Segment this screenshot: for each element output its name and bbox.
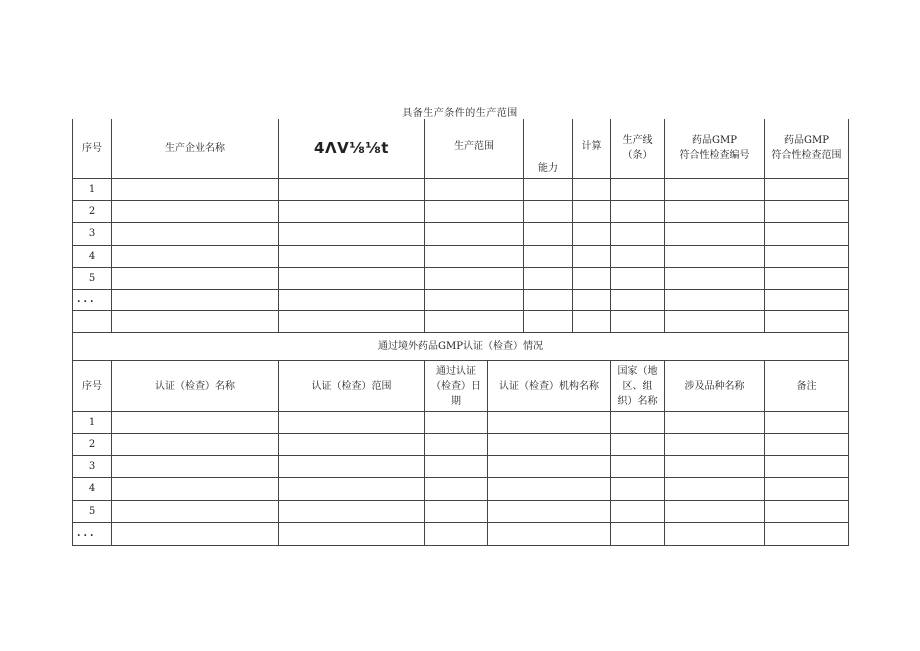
cell-company[interactable] <box>112 223 279 245</box>
row-number: 5 <box>73 267 112 289</box>
row-number: 2 <box>73 201 112 223</box>
cell-gmp-scope[interactable] <box>765 178 849 200</box>
table-row-blank <box>73 311 849 333</box>
cell-gmp-number[interactable] <box>665 289 765 310</box>
header2-country-2: 区、组 <box>622 380 653 392</box>
cell-company[interactable] <box>112 178 279 200</box>
cell-cert-date[interactable] <box>425 478 488 500</box>
cell-country[interactable] <box>611 500 665 522</box>
section2-title-row <box>73 333 849 361</box>
table-row <box>73 411 849 433</box>
section1-header-row <box>73 119 849 178</box>
cell-varieties[interactable] <box>665 478 765 500</box>
cell-calc[interactable] <box>573 267 611 289</box>
cell-scope[interactable] <box>425 267 524 289</box>
cell-capacity[interactable] <box>524 201 573 223</box>
cell-capacity[interactable] <box>524 289 573 310</box>
cell[interactable] <box>73 311 112 333</box>
cell-gmp-number[interactable] <box>665 201 765 223</box>
cell-cert-name[interactable] <box>112 522 279 545</box>
cell-cert-date[interactable] <box>425 411 488 433</box>
cell-country[interactable] <box>611 456 665 478</box>
cell-remarks[interactable] <box>765 456 849 478</box>
cell-country[interactable] <box>611 522 665 545</box>
cell-scope[interactable] <box>425 289 524 310</box>
cell-calc[interactable] <box>573 289 611 310</box>
cell-gmp-scope[interactable] <box>765 289 849 310</box>
cell[interactable] <box>279 289 425 310</box>
table-row <box>73 456 849 478</box>
row-number: 1 <box>73 178 112 200</box>
cell-line[interactable] <box>611 311 665 333</box>
section2-header-row <box>73 361 849 411</box>
header-company-name: 生产企业名称 <box>112 119 279 178</box>
header-seq: 序号 <box>73 119 112 178</box>
cell-varieties[interactable] <box>665 500 765 522</box>
cell-gmp-scope[interactable] <box>765 311 849 333</box>
header-production-line <box>611 119 665 178</box>
header-production-scope-label: 生产范围 <box>454 141 494 152</box>
header-gmp-scope <box>765 119 849 178</box>
cell-cert-name[interactable] <box>112 500 279 522</box>
cell[interactable] <box>279 245 425 267</box>
cell-cert-date[interactable] <box>425 522 488 545</box>
cell-scope[interactable] <box>425 311 524 333</box>
header2-country <box>611 361 665 411</box>
cell-company[interactable] <box>112 201 279 223</box>
header2-cert-date-1: 通过认证 <box>436 365 476 377</box>
gmp-form-table <box>72 119 849 546</box>
cell-gmp-number[interactable] <box>665 223 765 245</box>
cell-capacity[interactable] <box>524 311 573 333</box>
cell-varieties[interactable] <box>665 411 765 433</box>
cell-cert-date[interactable] <box>425 500 488 522</box>
cell-scope[interactable] <box>425 201 524 223</box>
cell-cert-org[interactable] <box>488 500 611 522</box>
row-number: 4 <box>73 478 112 500</box>
cell-remarks[interactable] <box>765 500 849 522</box>
cell-gmp-scope[interactable] <box>765 267 849 289</box>
header2-cert-date-3: 期 <box>451 395 461 407</box>
cell-scope[interactable] <box>425 223 524 245</box>
cell-scope[interactable] <box>425 245 524 267</box>
cell-calc[interactable] <box>573 311 611 333</box>
cell-remarks[interactable] <box>765 411 849 433</box>
cell-cert-name[interactable] <box>112 456 279 478</box>
header-capacity: 能力 <box>524 119 573 178</box>
header-gmp-number-2: 符合性检查编号 <box>679 150 750 162</box>
cell-line[interactable] <box>611 223 665 245</box>
cell-gmp-scope[interactable] <box>765 223 849 245</box>
cell[interactable] <box>279 267 425 289</box>
header2-cert-date <box>425 361 488 411</box>
header-garbled-text: 4ΛV⅛⅛t <box>279 119 425 178</box>
cell-line[interactable] <box>611 267 665 289</box>
header-production-line-1: 生产线 <box>622 135 653 147</box>
row-number: 2 <box>73 433 112 455</box>
header-gmp-number <box>665 119 765 178</box>
table-row <box>73 433 849 455</box>
cell-cert-scope[interactable] <box>279 433 425 455</box>
cell-cert-scope[interactable] <box>279 478 425 500</box>
section1-title: 具备生产条件的生产范围 <box>402 108 518 119</box>
header-production-scope <box>425 119 524 178</box>
cell-remarks[interactable] <box>765 478 849 500</box>
header2-seq: 序号 <box>73 361 112 411</box>
cell-gmp-number[interactable] <box>665 267 765 289</box>
cell-cert-name[interactable] <box>112 411 279 433</box>
table-row <box>73 245 849 267</box>
cell-remarks[interactable] <box>765 522 849 545</box>
cell-cert-name[interactable] <box>112 433 279 455</box>
header-gmp-scope-2: 符合性检查范围 <box>771 150 842 162</box>
table-row <box>73 522 849 545</box>
header2-varieties: 涉及品种名称 <box>665 361 765 411</box>
cell-company[interactable] <box>112 289 279 310</box>
cell-line[interactable] <box>611 201 665 223</box>
cell-capacity[interactable] <box>524 178 573 200</box>
cell-calc[interactable] <box>573 245 611 267</box>
cell-calc[interactable] <box>573 223 611 245</box>
cell-cert-org[interactable] <box>488 522 611 545</box>
row-number: 3 <box>73 223 112 245</box>
cell-line[interactable] <box>611 178 665 200</box>
cell-country[interactable] <box>611 411 665 433</box>
cell-gmp-number[interactable] <box>665 178 765 200</box>
table-row <box>73 500 849 522</box>
cell-cert-org[interactable] <box>488 478 611 500</box>
cell-gmp-number[interactable] <box>665 245 765 267</box>
cell-scope[interactable] <box>425 178 524 200</box>
cell-gmp-scope[interactable] <box>765 201 849 223</box>
row-number: 4 <box>73 245 112 267</box>
cell-calc[interactable] <box>573 178 611 200</box>
cell[interactable] <box>279 223 425 245</box>
table-row <box>73 289 849 310</box>
section2-title: 通过境外药品GMP认证（检查）情况 <box>73 333 849 361</box>
cell-company[interactable] <box>112 267 279 289</box>
header2-cert-scope: 认证（检查）范围 <box>279 361 425 411</box>
cell[interactable] <box>279 201 425 223</box>
table-row <box>73 478 849 500</box>
header-calc: 计算 <box>573 119 611 178</box>
header-gmp-scope-1: 药品GMP <box>784 135 829 147</box>
cell-cert-scope[interactable] <box>279 411 425 433</box>
cell-remarks[interactable] <box>765 433 849 455</box>
row-ellipsis: ... <box>73 289 112 310</box>
row-number: 3 <box>73 456 112 478</box>
cell-cert-org[interactable] <box>488 433 611 455</box>
row-number: 5 <box>73 500 112 522</box>
header2-cert-date-2: （检查）日 <box>431 380 481 392</box>
header2-country-3: 织）名称 <box>617 395 658 407</box>
cell-line[interactable] <box>611 245 665 267</box>
cell-country[interactable] <box>611 478 665 500</box>
header2-cert-name: 认证（检查）名称 <box>112 361 279 411</box>
cell-capacity[interactable] <box>524 223 573 245</box>
table-row <box>73 267 849 289</box>
cell-line[interactable] <box>611 289 665 310</box>
cell-cert-org[interactable] <box>488 456 611 478</box>
cell-calc[interactable] <box>573 201 611 223</box>
cell[interactable] <box>279 311 425 333</box>
header-gmp-number-1: 药品GMP <box>692 135 737 147</box>
cell-varieties[interactable] <box>665 433 765 455</box>
cell-varieties[interactable] <box>665 522 765 545</box>
cell-varieties[interactable] <box>665 456 765 478</box>
header-production-line-2: （条） <box>622 150 653 162</box>
cell-cert-scope[interactable] <box>279 456 425 478</box>
cell-cert-scope[interactable] <box>279 500 425 522</box>
cell-cert-date[interactable] <box>425 456 488 478</box>
header2-cert-org: 认证（检查）机构名称 <box>488 361 611 411</box>
cell-capacity[interactable] <box>524 267 573 289</box>
row-ellipsis: ... <box>73 522 112 545</box>
table-row <box>73 223 849 245</box>
cell-cert-name[interactable] <box>112 478 279 500</box>
row-number: 1 <box>73 411 112 433</box>
cell-company[interactable] <box>112 311 279 333</box>
cell[interactable] <box>279 178 425 200</box>
cell-gmp-number[interactable] <box>665 311 765 333</box>
cell-capacity[interactable] <box>524 245 573 267</box>
cell-cert-scope[interactable] <box>279 522 425 545</box>
cell-company[interactable] <box>112 245 279 267</box>
header2-remarks: 备注 <box>765 361 849 411</box>
header2-country-1: 国家（地 <box>617 365 658 377</box>
cell-gmp-scope[interactable] <box>765 245 849 267</box>
table-row <box>73 178 849 200</box>
cell-country[interactable] <box>611 433 665 455</box>
table-row <box>73 201 849 223</box>
cell-cert-org[interactable] <box>488 411 611 433</box>
cell-cert-date[interactable] <box>425 433 488 455</box>
